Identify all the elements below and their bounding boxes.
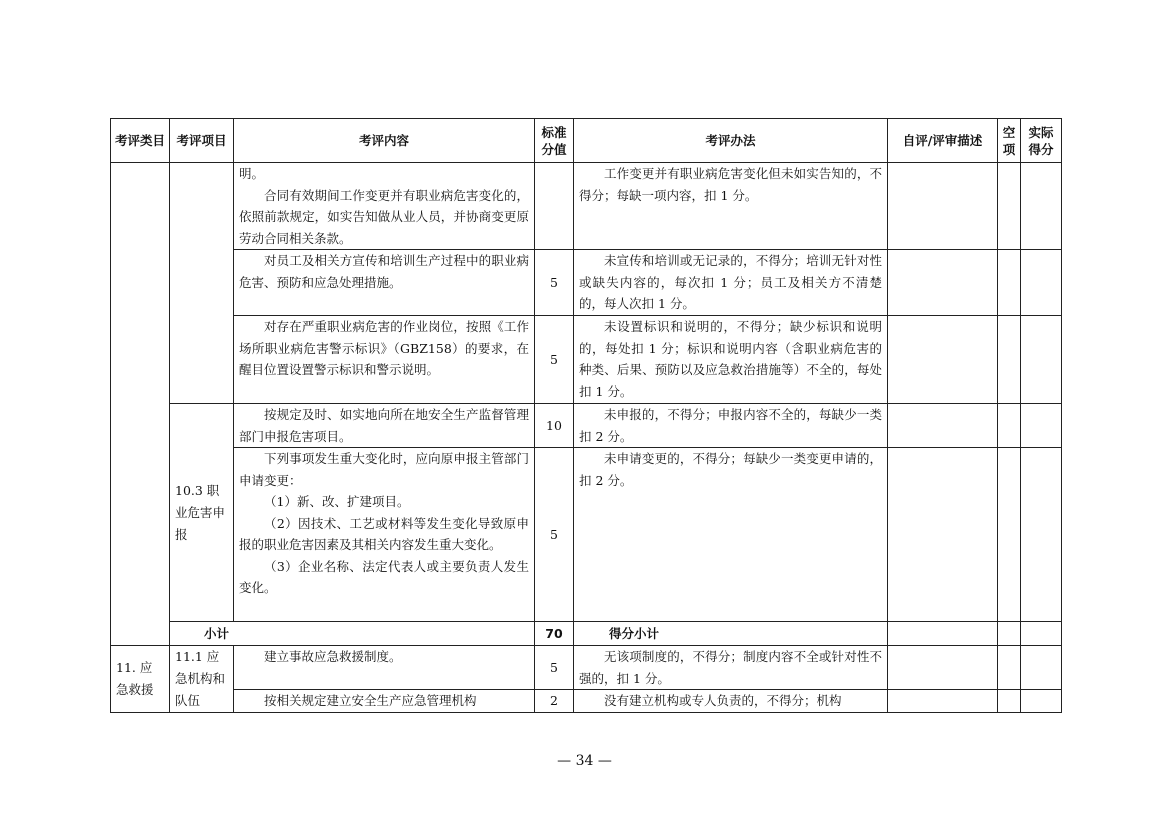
method-cell — [574, 690, 888, 713]
method-cell — [574, 250, 888, 316]
table-row — [111, 646, 1062, 690]
evaluation-table — [110, 118, 1062, 713]
method-text: 未申报的，不得分；申报内容不全的，每缺少一类扣 2 分。 — [579, 407, 882, 444]
table-row — [111, 163, 1062, 250]
actual-score-cell — [1021, 250, 1062, 316]
content-cell — [234, 448, 535, 622]
content-text: （1）新、改、扩建项目。 — [264, 494, 410, 509]
item-cell — [170, 646, 234, 713]
empty-item-cell — [998, 646, 1021, 690]
subtotal-row — [111, 622, 1062, 646]
content-text: 明。 — [239, 166, 265, 181]
header-empty-item: 空项 — [998, 119, 1021, 163]
score-cell: 10 — [535, 404, 574, 448]
method-cell — [574, 448, 888, 622]
header-method: 考评办法 — [574, 119, 888, 163]
actual-score-cell — [1021, 404, 1062, 448]
self-eval-cell — [888, 316, 998, 404]
header-actual-score: 实际得分 — [1021, 119, 1062, 163]
method-text: 工作变更并有职业病危害变化但未如实告知的，不得分；每缺一项内容，扣 1 分。 — [579, 166, 882, 203]
content-cell — [234, 250, 535, 316]
actual-score-cell — [1021, 316, 1062, 404]
item-cell — [170, 404, 234, 622]
self-eval-cell — [888, 448, 998, 622]
empty-item-cell — [998, 250, 1021, 316]
content-text: 对存在严重职业病危害的作业岗位，按照《工作场所职业病危害警示标识》（GBZ158）的要求，在醒目位置设置警示标识和警示说明。 — [239, 319, 529, 377]
content-cell — [234, 404, 535, 448]
table-row — [111, 316, 1062, 404]
actual-score-cell — [1021, 163, 1062, 250]
header-standard-score: 标准分值 — [535, 119, 574, 163]
table-row — [111, 690, 1062, 713]
content-text: （2）因技术、工艺或材料等发生变化导致原申报的职业危害因素及其相关内容发生重大变化。 — [239, 515, 529, 552]
method-text: 未设置标识和说明的，不得分；缺少标识和说明的，每处扣 1 分；标识和说明内容（含职业病危害的种类、后果、预防以及应急救治措施等）不全的，每处扣 1 分。 — [579, 319, 882, 399]
item-label: 11.1 应急机构和队伍 — [175, 649, 226, 708]
score-cell: 5 — [535, 646, 574, 690]
self-eval-cell — [888, 690, 998, 713]
subtotal-label — [170, 622, 535, 646]
table-row — [111, 250, 1062, 316]
content-text: 按规定及时、如实地向所在地安全生产监督管理部门申报危害项目。 — [239, 407, 529, 444]
method-text: 无该项制度的，不得分；制度内容不全或针对性不强的，扣 1 分。 — [579, 649, 882, 686]
content-text: 合同有效期间工作变更并有职业病危害变化的，依照前款规定，如实告知做从业人员，并协商变更原劳动合同相关条款。 — [239, 187, 529, 246]
table-row — [111, 448, 1062, 622]
content-cell — [234, 646, 535, 690]
actual-score-cell — [1021, 448, 1062, 622]
category-cell — [111, 646, 170, 713]
subtotal-label-text: 小计 — [204, 625, 230, 641]
header-item: 考评项目 — [170, 119, 234, 163]
category-label: 11. 应急救援 — [116, 660, 154, 697]
item-label: 10.3 职业危害申报 — [175, 482, 226, 542]
subtotal-score: 70 — [535, 622, 574, 646]
header-category: 考评类目 — [111, 119, 170, 163]
content-text: 按相关规定建立安全生产应急管理机构 — [264, 693, 477, 709]
method-text: 没有建立机构或专人负责的，不得分；机构 — [604, 693, 842, 709]
header-self-evaluation: 自评/评审描述 — [888, 119, 998, 163]
empty-item-cell — [998, 163, 1021, 250]
empty-item-cell — [998, 622, 1021, 646]
content-cell — [234, 690, 535, 713]
table-row — [111, 404, 1062, 448]
score-cell: 2 — [535, 690, 574, 713]
category-cell — [111, 163, 170, 646]
method-cell — [574, 646, 888, 690]
self-eval-cell — [888, 163, 998, 250]
self-eval-cell — [888, 250, 998, 316]
page-number: — 34 — — [557, 753, 612, 769]
empty-item-cell — [998, 316, 1021, 404]
self-eval-cell — [888, 404, 998, 448]
subtotal-method-label — [574, 622, 888, 646]
empty-item-cell — [998, 690, 1021, 713]
method-cell — [574, 163, 888, 250]
score-cell — [535, 163, 574, 250]
method-cell — [574, 316, 888, 404]
actual-score-cell — [1021, 646, 1062, 690]
score-cell: 5 — [535, 316, 574, 404]
item-cell — [170, 163, 234, 404]
header-content: 考评内容 — [234, 119, 535, 163]
self-eval-cell — [888, 646, 998, 690]
content-text: 对员工及相关方宣传和培训生产过程中的职业病危害、预防和应急处理措施。 — [239, 253, 529, 290]
score-cell: 5 — [535, 448, 574, 622]
method-cell — [574, 404, 888, 448]
method-text: 未申请变更的，不得分；每缺少一类变更申请的，扣 2 分。 — [579, 451, 882, 488]
score-cell: 5 — [535, 250, 574, 316]
content-text: （3）企业名称、法定代表人或主要负责人发生变化。 — [239, 558, 529, 595]
content-text: 建立事故应急救援制度。 — [264, 649, 402, 664]
empty-item-cell — [998, 404, 1021, 448]
content-text: 下列事项发生重大变化时，应向原申报主管部门申请变更： — [239, 451, 529, 488]
actual-score-cell — [1021, 690, 1062, 713]
header-row — [111, 119, 1062, 163]
method-text: 未宣传和培训或无记录的，不得分；培训无针对性或缺失内容的，每次扣 1 分；员工及相关方不清楚的，每人次扣 1 分。 — [579, 253, 882, 311]
content-cell — [234, 163, 535, 250]
empty-item-cell — [998, 448, 1021, 622]
subtotal-method-text: 得分小计 — [609, 625, 660, 641]
self-eval-cell — [888, 622, 998, 646]
actual-score-cell — [1021, 622, 1062, 646]
content-cell — [234, 316, 535, 404]
